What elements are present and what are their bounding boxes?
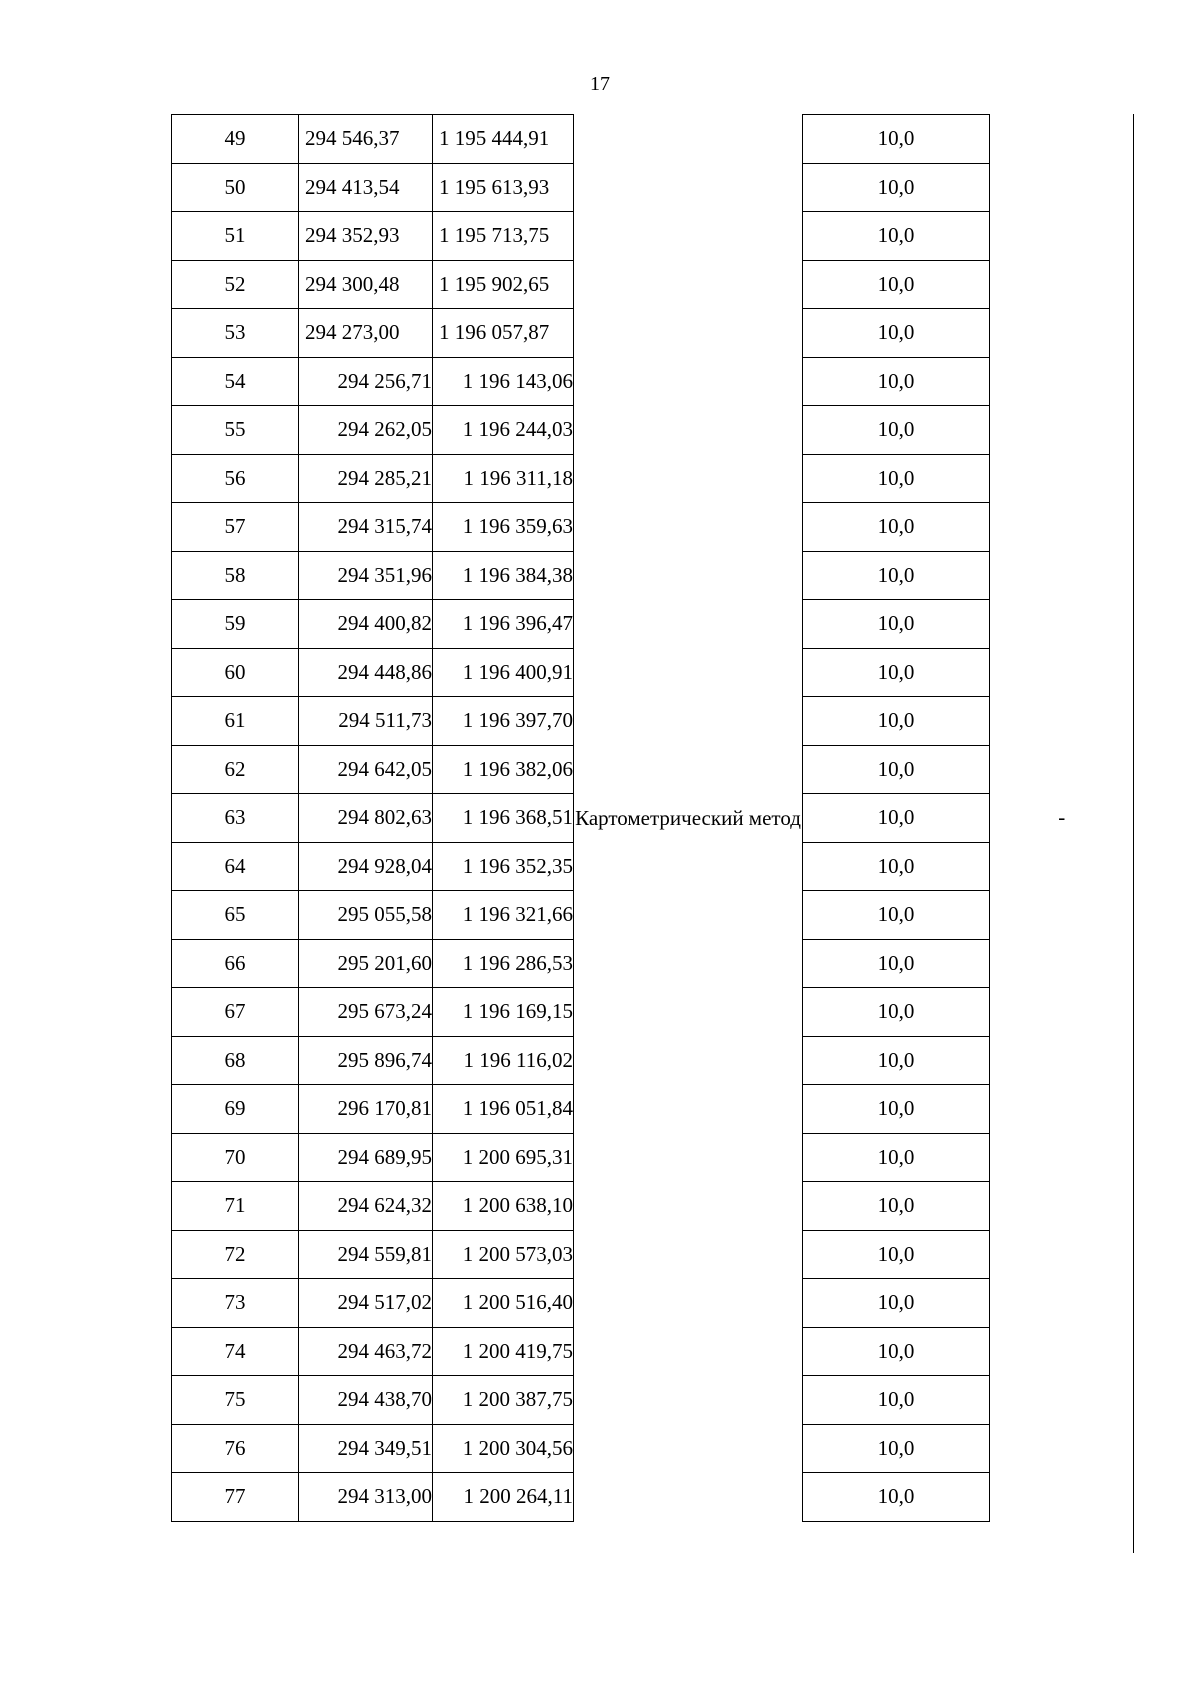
coordinate-x-cell: 294 256,71 [299,357,433,406]
accuracy-cell: 10,0 [803,1376,990,1425]
point-number-cell: 62 [172,745,299,794]
coordinate-x-cell: 294 624,32 [299,1182,433,1231]
coordinate-x-cell: 294 285,21 [299,454,433,503]
accuracy-cell: 10,0 [803,503,990,552]
coordinate-x-cell: 294 352,93 [299,212,433,261]
page-number: 17 [590,73,610,95]
coordinate-y-cell: 1 195 902,65 [433,260,574,309]
point-number-cell: 56 [172,454,299,503]
table-row [172,115,1134,164]
point-number-cell: 77 [172,1473,299,1522]
accuracy-cell: 10,0 [803,260,990,309]
point-number-cell: 60 [172,648,299,697]
accuracy-cell: 10,0 [803,600,990,649]
coordinate-y-cell: 1 196 368,51 [433,794,574,843]
coordinate-y-cell: 1 196 321,66 [433,891,574,940]
accuracy-cell: 10,0 [803,551,990,600]
accuracy-cell: 10,0 [803,406,990,455]
coordinate-y-cell: 1 195 444,91 [433,115,574,164]
accuracy-cell: 10,0 [803,1327,990,1376]
coordinate-x-cell: 294 262,05 [299,406,433,455]
coordinate-x-cell: 294 300,48 [299,260,433,309]
coordinate-x-cell: 294 463,72 [299,1327,433,1376]
accuracy-cell: 10,0 [803,1133,990,1182]
point-number-cell: 50 [172,163,299,212]
point-number-cell: 69 [172,1085,299,1134]
accuracy-cell: 10,0 [803,1279,990,1328]
accuracy-cell: 10,0 [803,697,990,746]
coordinate-x-cell: 294 546,37 [299,115,433,164]
coordinate-x-cell: 295 201,60 [299,939,433,988]
coordinate-x-cell: 294 802,63 [299,794,433,843]
coordinates-table-body [172,115,1134,1522]
point-number-cell: 73 [172,1279,299,1328]
coordinate-y-cell: 1 200 695,31 [433,1133,574,1182]
coordinate-y-cell: 1 196 311,18 [433,454,574,503]
right-border-line [1133,114,1134,1553]
coordinate-x-cell: 294 438,70 [299,1376,433,1425]
accuracy-cell: 10,0 [803,794,990,843]
accuracy-cell: 10,0 [803,1230,990,1279]
point-number-cell: 58 [172,551,299,600]
accuracy-cell: 10,0 [803,648,990,697]
coordinate-y-cell: 1 196 244,03 [433,406,574,455]
coordinate-y-cell: 1 200 419,75 [433,1327,574,1376]
point-number-cell: 66 [172,939,299,988]
coordinates-table [171,114,1134,1522]
coordinate-x-cell: 294 273,00 [299,309,433,358]
coordinate-y-cell: 1 196 359,63 [433,503,574,552]
point-number-cell: 63 [172,794,299,843]
point-number-cell: 59 [172,600,299,649]
coordinate-x-cell: 294 349,51 [299,1424,433,1473]
coordinate-y-cell: 1 196 397,70 [433,697,574,746]
accuracy-cell: 10,0 [803,988,990,1037]
coordinate-y-cell: 1 195 613,93 [433,163,574,212]
point-number-cell: 70 [172,1133,299,1182]
coordinate-y-cell: 1 196 352,35 [433,842,574,891]
accuracy-cell: 10,0 [803,454,990,503]
coordinate-x-cell: 294 400,82 [299,600,433,649]
point-number-cell: 71 [172,1182,299,1231]
accuracy-cell: 10,0 [803,891,990,940]
coordinate-y-cell: 1 200 387,75 [433,1376,574,1425]
coordinate-x-cell: 294 689,95 [299,1133,433,1182]
point-number-cell: 49 [172,115,299,164]
accuracy-cell: 10,0 [803,745,990,794]
point-number-cell: 72 [172,1230,299,1279]
coordinate-y-cell: 1 196 057,87 [433,309,574,358]
coordinate-x-cell: 295 896,74 [299,1036,433,1085]
coordinate-y-cell: 1 196 169,15 [433,988,574,1037]
point-number-cell: 64 [172,842,299,891]
accuracy-cell: 10,0 [803,1085,990,1134]
point-number-cell: 55 [172,406,299,455]
accuracy-cell: 10,0 [803,1036,990,1085]
coordinate-y-cell: 1 195 713,75 [433,212,574,261]
point-number-cell: 61 [172,697,299,746]
accuracy-cell: 10,0 [803,357,990,406]
coordinate-x-cell: 294 928,04 [299,842,433,891]
point-number-cell: 65 [172,891,299,940]
coordinate-x-cell: 294 315,74 [299,503,433,552]
coordinate-y-cell: 1 196 286,53 [433,939,574,988]
coordinate-y-cell: 1 196 396,47 [433,600,574,649]
accuracy-cell: 10,0 [803,212,990,261]
coordinate-x-cell: 294 448,86 [299,648,433,697]
coordinate-x-cell: 294 313,00 [299,1473,433,1522]
coordinate-y-cell: 1 196 382,06 [433,745,574,794]
coordinate-x-cell: 294 642,05 [299,745,433,794]
point-number-cell: 57 [172,503,299,552]
coordinate-x-cell: 294 517,02 [299,1279,433,1328]
coordinate-y-cell: 1 200 638,10 [433,1182,574,1231]
coordinate-y-cell: 1 196 384,38 [433,551,574,600]
coordinate-x-cell: 295 673,24 [299,988,433,1037]
coordinate-x-cell: 294 559,81 [299,1230,433,1279]
accuracy-cell: 10,0 [803,1182,990,1231]
accuracy-cell: 10,0 [803,163,990,212]
coordinate-x-cell: 294 413,54 [299,163,433,212]
point-number-cell: 76 [172,1424,299,1473]
accuracy-cell: 10,0 [803,1473,990,1522]
point-number-cell: 68 [172,1036,299,1085]
point-number-cell: 51 [172,212,299,261]
accuracy-cell: 10,0 [803,309,990,358]
description-cell: - [1058,805,1066,830]
coordinate-y-cell: 1 196 051,84 [433,1085,574,1134]
accuracy-cell: 10,0 [803,842,990,891]
coordinate-x-cell: 296 170,81 [299,1085,433,1134]
point-number-cell: 54 [172,357,299,406]
accuracy-cell: 10,0 [803,939,990,988]
accuracy-cell: 10,0 [803,115,990,164]
point-number-cell: 67 [172,988,299,1037]
coordinate-y-cell: 1 200 573,03 [433,1230,574,1279]
coordinate-y-cell: 1 200 264,11 [433,1473,574,1522]
coordinate-x-cell: 294 511,73 [299,697,433,746]
accuracy-cell: 10,0 [803,1424,990,1473]
coordinate-x-cell: 295 055,58 [299,891,433,940]
coordinate-y-cell: 1 200 304,56 [433,1424,574,1473]
method-cell: Картометрический метод [575,805,801,830]
point-number-cell: 53 [172,309,299,358]
coordinate-y-cell: 1 196 116,02 [433,1036,574,1085]
point-number-cell: 75 [172,1376,299,1425]
coordinate-y-cell: 1 196 143,06 [433,357,574,406]
coordinate-y-cell: 1 200 516,40 [433,1279,574,1328]
coordinate-y-cell: 1 196 400,91 [433,648,574,697]
point-number-cell: 52 [172,260,299,309]
point-number-cell: 74 [172,1327,299,1376]
coordinate-x-cell: 294 351,96 [299,551,433,600]
